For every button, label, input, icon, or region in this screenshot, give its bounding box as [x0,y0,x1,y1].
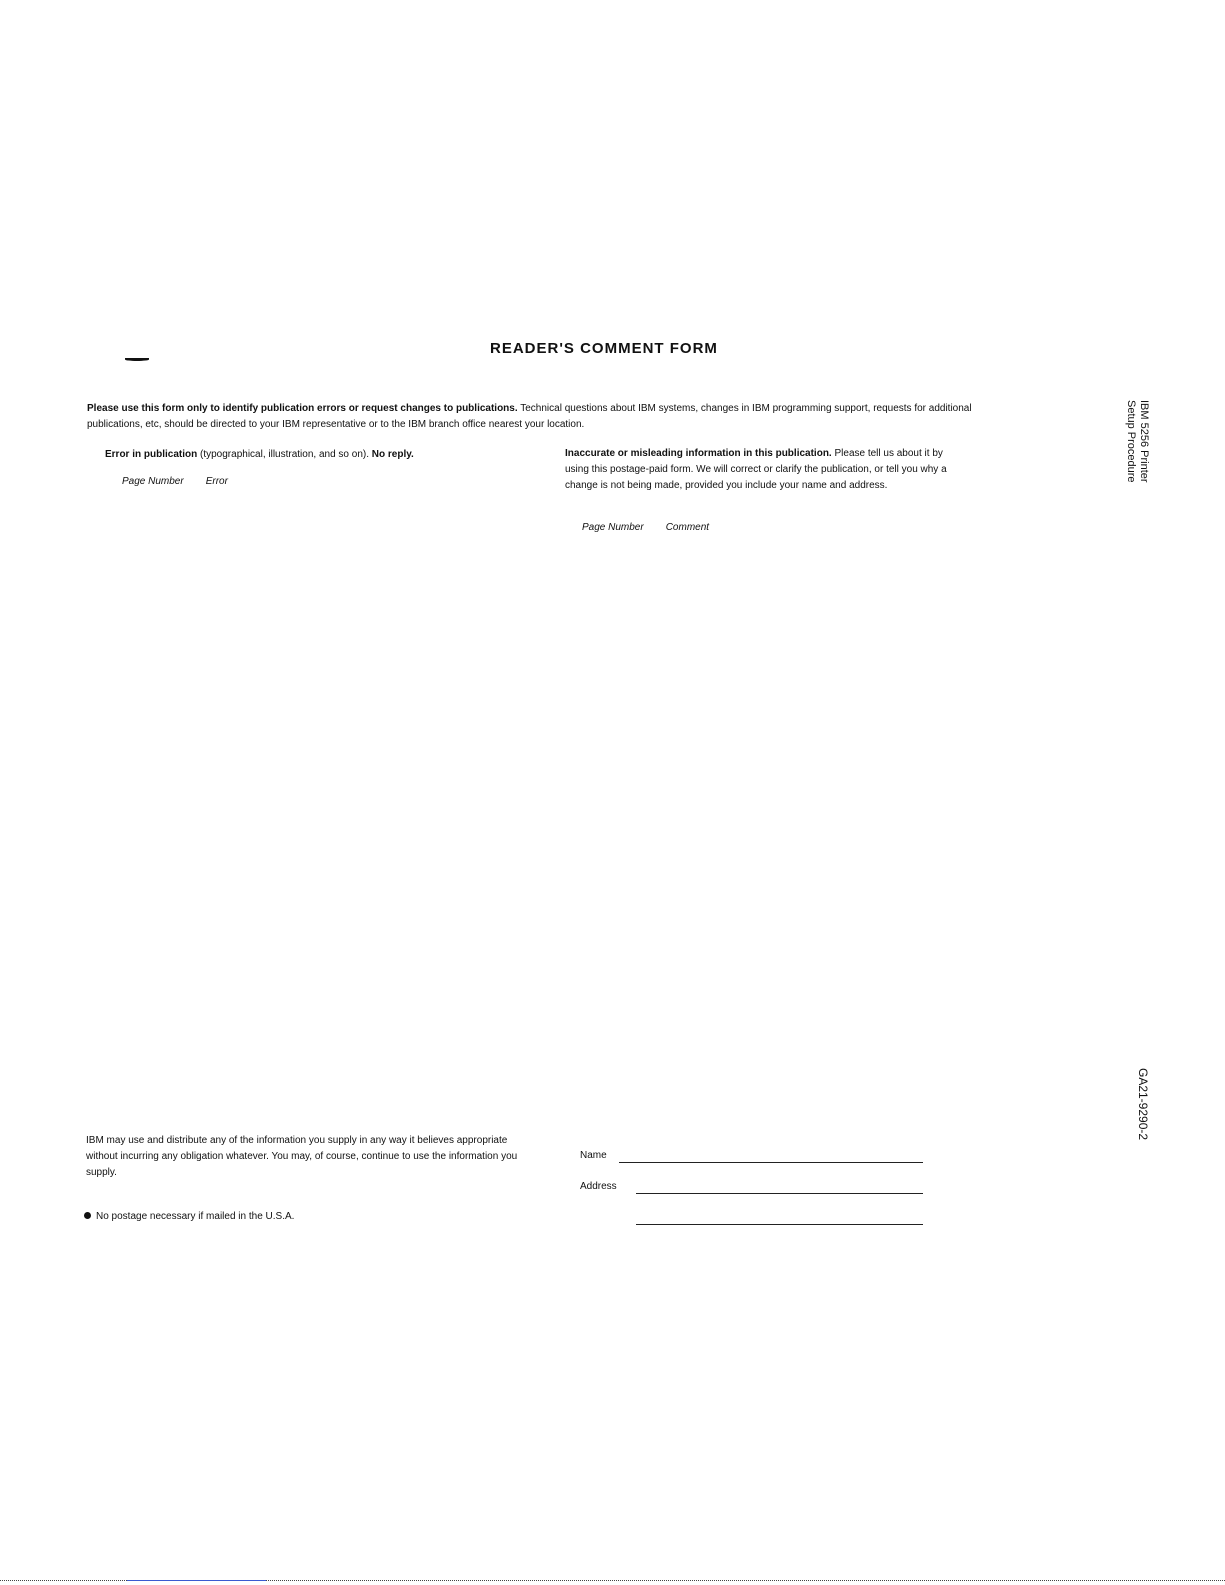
name-field[interactable] [619,1162,923,1163]
bullet-icon [84,1212,91,1219]
page-number-header-right: Page Number [582,522,644,533]
error-column-headers [122,476,250,487]
bottom-edge-mark [127,1580,266,1581]
address-field-line-2[interactable] [636,1224,923,1225]
intro-text: Technical questions about IBM systems, changes in IBM programming support, requests for additional publications, etc, should be directed to your IBM representative or to the IBM branch office nearest your location. [87,403,972,430]
error-section-heading [105,447,525,463]
tear-mark [125,358,149,361]
form-title: READER'S COMMENT FORM [490,340,718,357]
no-reply-label: No reply. [371,449,414,460]
error-header: Error [205,476,228,487]
intro-bold: Please use this form only to identify publication errors or request changes to publications. [87,403,518,414]
error-heading-text: (typographical, illustration, and so on). [200,449,369,460]
comment-section-heading [565,446,955,494]
side-title-line-1: IBM 5256 Printer [1138,400,1150,483]
error-heading-bold: Error in publication [105,449,198,460]
side-title-line-2: Setup Procedure [1125,400,1137,483]
comment-heading-bold: Inaccurate or misleading information in this publication. [565,448,832,459]
comment-heading-text: Please tell us about it by using this postage-paid form. We will correct or clarify the publication, or tell you why a change is not being made, provided you include your name and address. [565,448,947,491]
postage-note [84,1211,294,1222]
side-publication-title [1124,400,1150,483]
address-label: Address [580,1181,617,1192]
usage-note: IBM may use and distribute any of the information you supply in any way it believes appropriate without incurring any obligation whatever. You may, of course, continue to use the information you supply. [86,1135,518,1178]
comment-column-headers [582,522,731,533]
name-label: Name [580,1150,607,1161]
address-field-line-1[interactable] [636,1193,923,1194]
page-number-header: Page Number [122,476,184,487]
publication-code: GA21-9290-2 [1136,1068,1150,1141]
comment-header: Comment [665,522,710,533]
postage-text: No postage necessary if mailed in the U.S.A. [96,1211,295,1222]
intro-paragraph [87,401,987,433]
